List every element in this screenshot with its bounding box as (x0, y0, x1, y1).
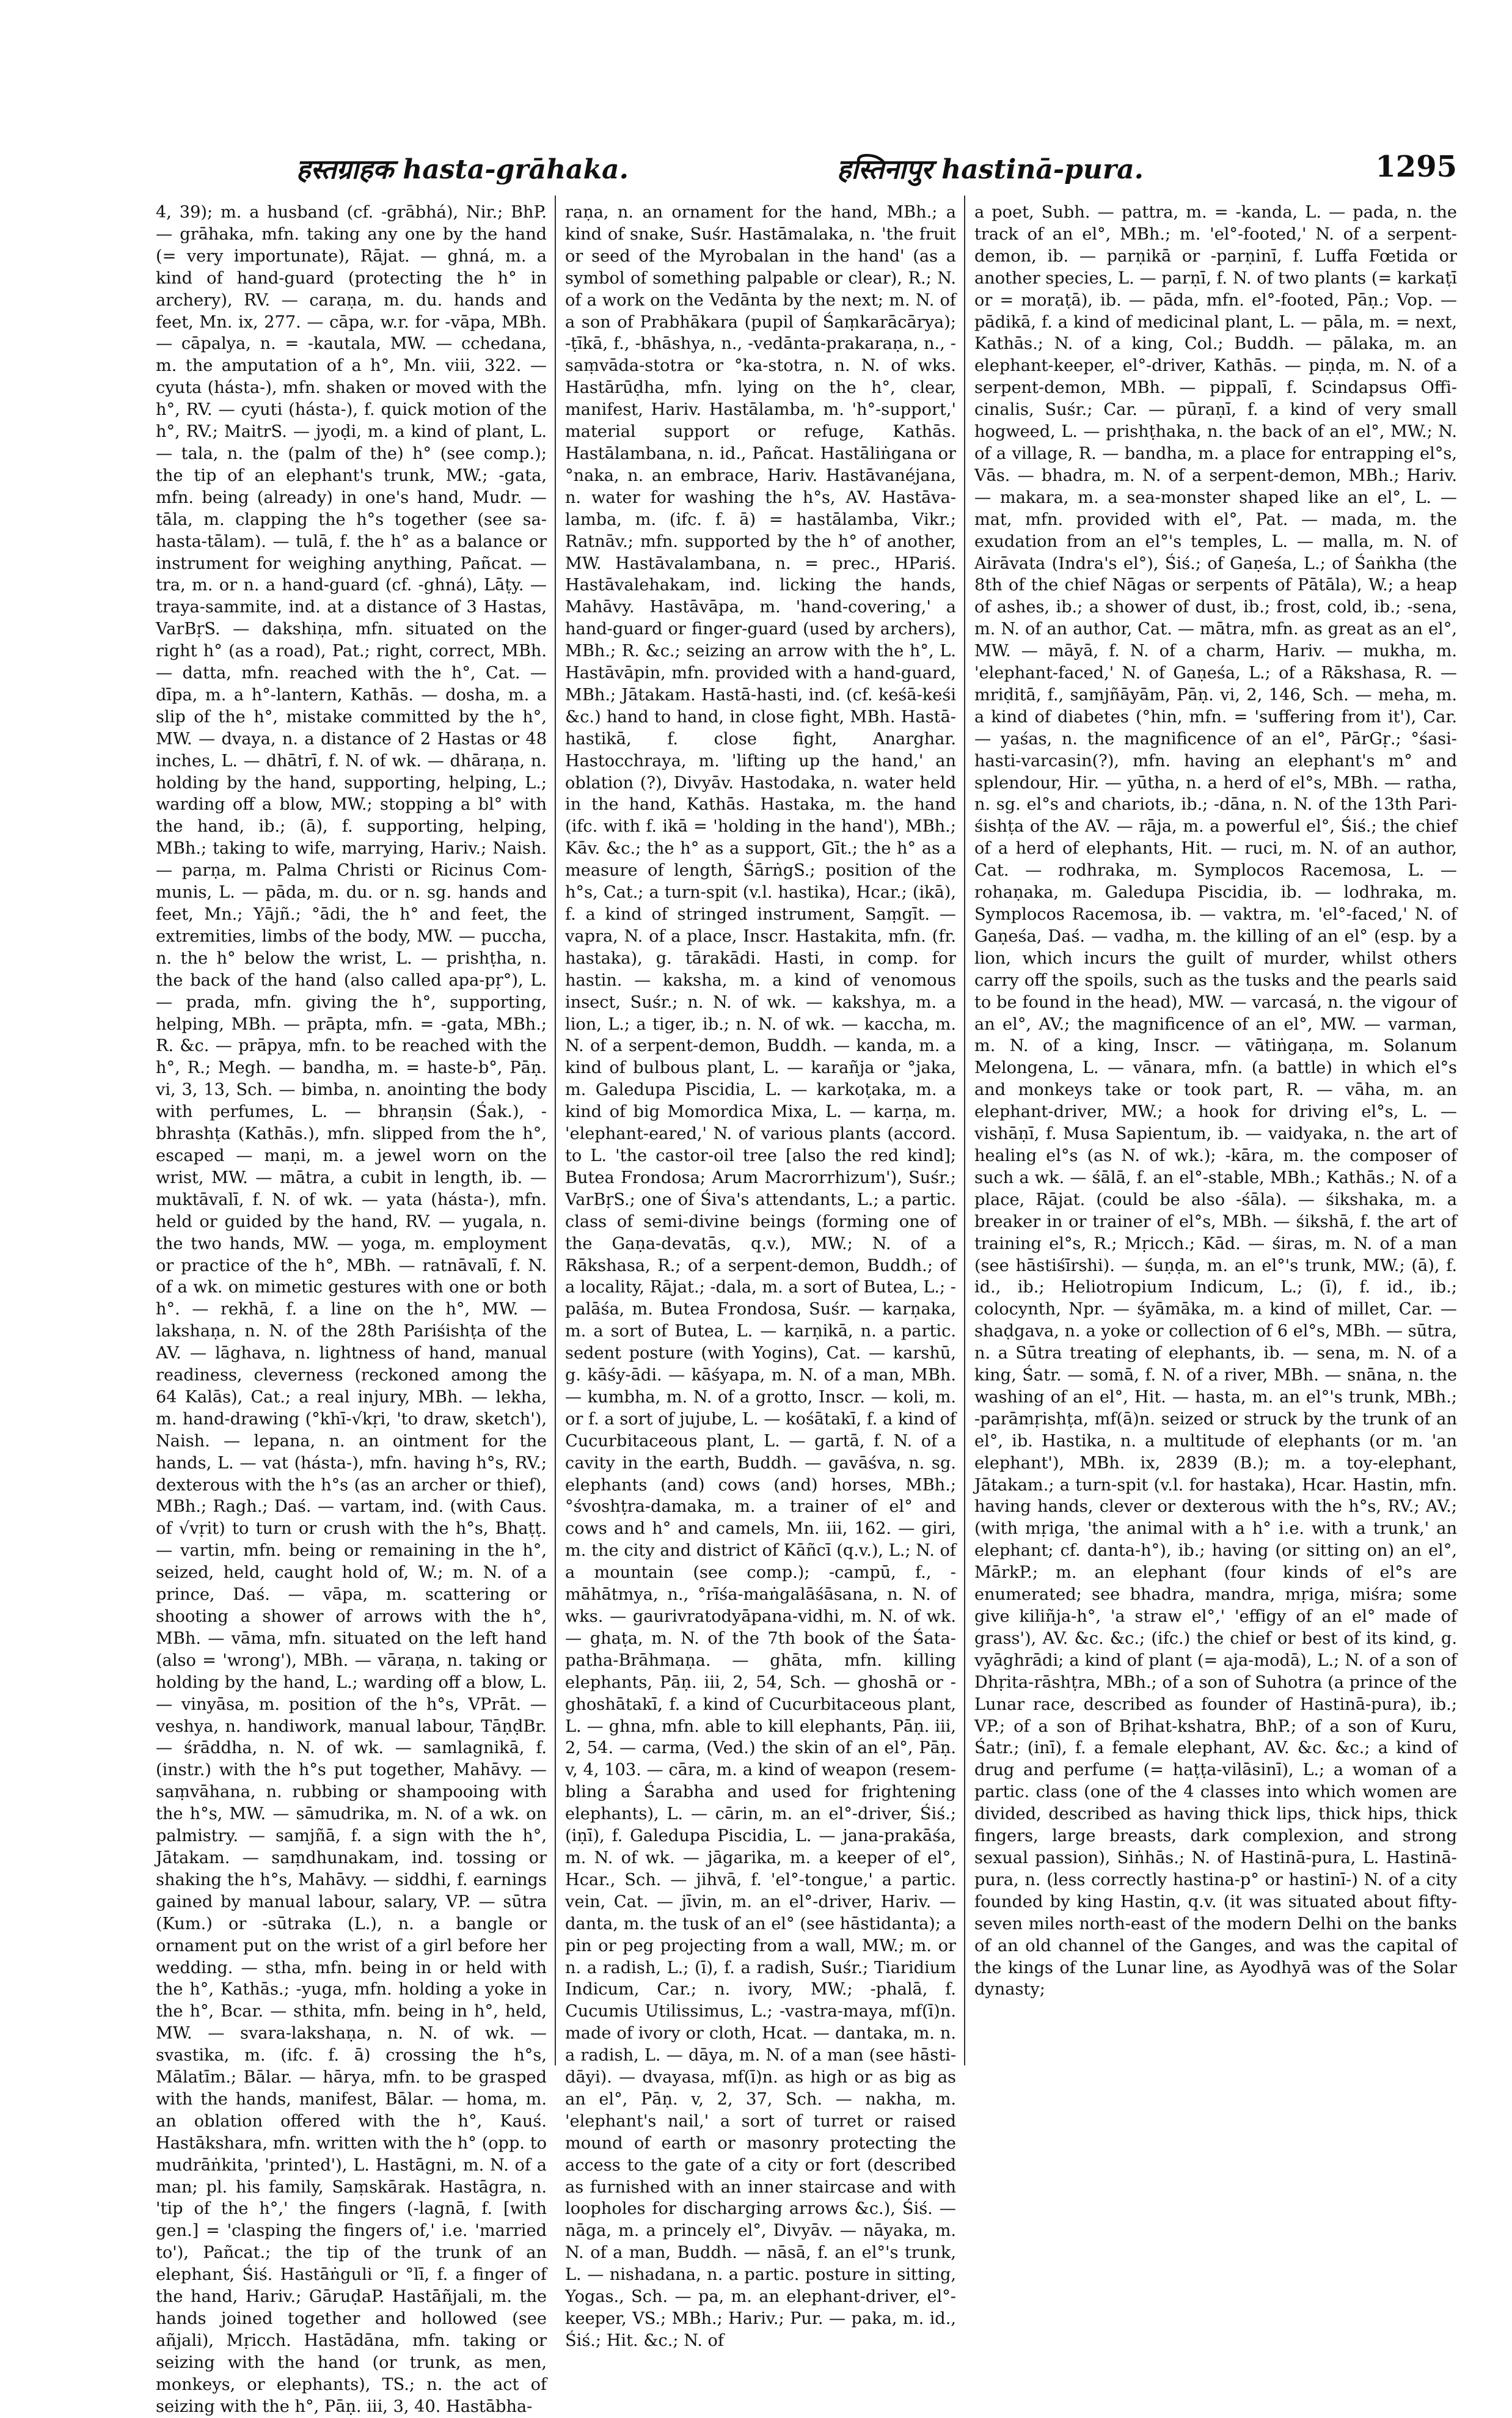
page-header (156, 150, 1457, 199)
column-1 (156, 202, 547, 2416)
column-2 (565, 202, 956, 2350)
column-divider-2 (964, 196, 965, 2065)
column-3-text: a poet, Subh. — pattra, m. = -kanda, L. — pada, n. the track of an el°, MBh.; m. 'el°-footed,' N. of a serpent-demon, ib. — parṇikā or -parṇinī, f. Luffa Fœtida or another species, L. — parṇī, f. N. of two plants (= karkaṭī or = moraṭā), ib. — pāda, mfn. el°-footed, Pāṇ.; Vop. — pādikā, f. a kind of medicinal plant, L. — pāla, m. = next, Kathās.; N. of a king, Col.; Buddh. — pālaka, m. an elephant-keeper, el°-driver, Kathās. — piṇḍa, m. N. of a serpent-demon, MBh. — pippalī, f. Scindapsus Officinalis, Suśr.; Car. — pūraṇī, f. a kind of very small hogweed, L. — prishṭhaka, n. the back of an el°, MW.; N. of a village, R. — bandha, m. a place for entrapping el°s, Vās. — bhadra, m. N. of a serpent-demon, MBh.; Hariv. — makara, m. a sea-monster shaped like an el°, L. — mat, mfn. provided with el°, Pat. — mada, m. the exudation from an el°'s temples, L. — malla, m. N. of Airāvata (Indra's el°), Śiś.; of Gaṇeśa, L.; of Śaṅkha (the 8th of the chief Nāgas or serpents of Pātāla), W.; a heap of ashes, ib.; a shower of dust, ib.; frost, cold, ib.; -sena, m. N. of an author, Cat. — mātra, mfn. as great as an el°, MW. — māyā, f. N. of a charm, Hariv. — mukha, m. 'elephant-faced,' N. of Gaṇeśa, L.; of a Rākshasa, R. — mriḍitā, f., samjñāyām, Pāṇ. vi, 2, 146, Sch. — meha, m. a kind of diabetes (°hin, mfn. = 'suffering from it'), Car. — yaśas, n. the magnificence of an el°, PārGṛ.; °śasi-hasti-varcasin(?), mfn. having an elephant's m° and splendour, Hir. — yūtha, n. a herd of el°s, MBh. — ratha, n. sg. el°s and chariots, ib.; -dāna, n. N. of the 13th Pariśishṭa of the AV. — rāja, m. a powerful el°, Śiś.; the chief of a herd of elephants, Hit. — ruci, m. N. of an author, Cat. — rodhraka, m. Symplocos Racemosa, L. — rohaṇaka, m. Galedupa Piscidia, ib. — lodhraka, m. Symplocos Racemosa, ib. — vaktra, m. 'el°-faced,' N. of Gaṇeśa, Daś. — vadha, m. the killing of an el° (esp. by a lion, which incurs the guilt of murder, whilst others carry off the spoils, such as the tusks and the pearls said to be found in the head), MW. — varcasá, n. the vigour of an el°, AV.; the magnificence of an el°, MW. — varman, m. N. of a king, Inscr. — vātiṅgaṇa, m. Solanum Melongena, L. — vānara, mfn. (a battle) in which el°s and monkeys take or took part, R. — vāha, m. an elephant-driver, MW.; a hook for driving el°s, L. — vishāṇī, f. Musa Sapientum, ib. — vaidyaka, n. the art of healing el°s (as N. of wk.); -kāra, m. the composer of such a wk. — śālā, f. an el°-stable, MBh.; Kathās.; N. of a place, Rājat. (could be also -śāla). — śikshaka, m. a breaker in or trainer of el°s, MBh. — śikshā, f. the art of training el°s, R.; Mṛicch.; Kād. — śiras, m. N. of a man (see hāstiśīrshi). — śuṇḍa, m. an el°'s trunk, MW.; (ā), f. id., ib.; Heliotropium Indicum, L.; (ī), f. id., ib.; colocynth, Npr. — śyāmāka, m. a kind of millet, Car. — shaḍgava, n. a yoke or collection of 6 el°s, MBh. — sūtra, n. a Sūtra treating of elephants, ib. — sena, m. N. of a king, Śatr. — somā, f. N. of a river, MBh. — snāna, n. the washing of an el°, Hit. — hasta, m. an el°'s trunk, MBh.; -parāmṛishṭa, mf(ā)n. seized or struck by the trunk of an el°, ib. Hastika, n. a multitude of elephants (or m. 'an elephant'), MBh. ix, 2839 (B.); m. a toy-elephant, Jātakam.; a turn-spit (v.l. for hastaka), Hcar. Hastin, mfn. having hands, clever or dexterous with the h°s, RV.; AV.; (with mṛiga, 'the animal with a h° i.e. with a trunk,' an elephant; cf. danta-h°), ib.; having (or sitting on) an el°, MārkP.; m. an elephant (four kinds of el°s are enumerated; see bhadra, mandra, mṛiga, miśra; some give kiliñja-h°, 'a straw el°,' 'effigy of an el° made of grass'), AV. &c. &c.; (ifc.) the chief or best of its kind, g. vyāghrādi; a kind of plant (= aja-modā), L.; N. of a son of Dhṛita-rāshṭra, MBh.; of a son of Suhotra (a prince of the Lunar race, described as founder of Hastinā-pura), ib.; VP.; of a son of Bṛihat-kshatra, BhP.; of a son of Kuru, Śatr.; (inī), f. a female elephant, AV. &c. &c.; a kind of drug and perfume (= haṭṭa-vilāsinī), L.; a woman of a partic. class (one of the 4 classes into which women are divided, described as having thick lips, thick hips, thick fingers, large breasts, dark complexion, and strong sexual passion), Siṅhās.; N. of Hastinā-pura, L. Hastinā-pura, n. (less correctly hastina-p° or hastinī-) N. of a city founded by king Hastin, q.v. (it was situated about fifty-seven miles north-east of the modern Delhi on the banks of an old channel of the Ganges, and was the capital of the kings of the Lunar line, as Ayodhyā was of the Solar dynasty; (974, 203, 1457, 1999)
left-running-head: हस्तग्राहक hasta-grāhaka. (296, 154, 629, 185)
column-3 (974, 202, 1457, 2047)
column-1-text: 4, 39); m. a husband (cf. -grābhá), Nir.; BhP. — grāhaka, mfn. taking any one by the hand (= very importunate), Rājat. — ghná, m. a kind of hand-guard (protecting the h° in archery), RV. — caraṇa, m. du. hands and feet, Mn. ix, 277. — cāpa, w.r. for -vāpa, MBh. — cāpalya, n. = -kautala, MW. — cchedana, m. the amputation of a h°, Mn. viii, 322. — cyuta (hásta-), mfn. shaken or moved with the h°, RV. — cyuti (hásta-), f. quick motion of the h°, RV.; MaitrS. — jyoḍi, m. a kind of plant, L. — tala, n. the (palm of the) h° (see comp.); the tip of an elephant's trunk, MW.; -gata, mfn. being (already) in one's hand, Mudr. — tāla, m. clapping the h°s together (see sa-hasta-tālam). — tulā, f. the h° as a balance or instrument for weighing anything, Pañcat. — tra, m. or n. a hand-guard (cf. -ghná), Lāṭy. — traya-sammite, ind. at a distance of 3 Hastas, VarBṛS. — dakshiṇa, mfn. situated on the right h° (as a road), Pat.; right, correct, MBh. — datta, mfn. reached with the h°, Cat. — dīpa, m. a h°-lantern, Kathās. — dosha, m. a slip of the h°, mistake committed by the h°, MW. — dvaya, n. a distance of 2 Hastas or 48 inches, L. — dhātrī, f. N. of wk. — dhāraṇa, n. holding by the hand, supporting, helping, L.; warding off a blow, MW.; stopping a bl° with the hand, ib.; (ā), f. supporting, helping, MBh.; taking to wife, marrying, Hariv.; Naish. — parṇa, m. Palma Christi or Ricinus Communis, L. — pāda, m. du. or n. sg. hands and feet, Mn.; Yājñ.; °ādi, the h° and feet, the extremities, limbs of the body, MW. — puccha, n. the h° below the wrist, L. — prishṭha, n. the back of the hand (also called apa-pṛ°), L. — prada, mfn. giving the h°, supporting, helping, MBh. — prāpta, mfn. = -gata, MBh.; R. &c. — prāpya, mfn. to be reached with the h°, R.; Megh. — bandha, m. = haste-b°, Pāṇ. vi, 3, 13, Sch. — bimba, n. anointing the body with perfumes, L. — bhraṇsin (Śak.), -bhrashṭa (Kathās.), mfn. slipped from the h°, escaped — maṇi, m. a jewel worn on the wrist, MW. — mātra, a cubit in length, ib. — muktāvalī, f. N. of wk. — yata (hásta-), mfn. held or guided by the hand, RV. — yugala, n. the two hands, MW. — yoga, m. employment or practice of the h°, MBh. — ratnāvalī, f. N. of a wk. on mimetic gestures with one or both h°. — rekhā, f. a line on the h°, MW. — lakshaṇa, n. N. of the 28th Pariśishṭa of the AV. — lāghava, n. lightness of hand, manual readiness, cleverness (reckoned among the 64 Kalās), Cat.; a real injury, MBh. — lekha, m. hand-drawing (°khī-√kṛi, 'to draw, sketch'), Naish. — lepana, n. an ointment for the hands, L. — vat (hásta-), mfn. having h°s, RV.; dexterous with the h°s (as an archer or thief), MBh.; Ragh.; Daś. — vartam, ind. (with Caus. of √vṛit) to turn or crush with the h°s, Bhaṭṭ. — vartin, mfn. being or remaining in the h°, seized, held, caught hold of, W.; m. N. of a prince, Daś. — vāpa, m. scattering or shooting a shower of arrows with the h°, MBh. — vāma, mfn. situated on the left hand (also = 'wrong'), MBh. — vāraṇa, n. taking or holding by the hand, L.; warding off a blow, L. — vinyāsa, m. position of the h°s, VPrāt. — veshya, n. handiwork, manual labour, TāṇḍBr. — śrāddha, n. N. of wk. — samlagnikā, f. (instr.) with the h°s put together, Mahāvy. — saṃvāhana, n. rubbing or shampooing with the h°s, MW. — sāmudrika, m. N. of a wk. on palmistry. — samjñā, f. a sign with the h°, Jātakam. — saṃdhunakam, ind. tossing or shaking the h°s, Mahāvy. — siddhi, f. earnings gained by manual labour, salary, VP. — sūtra (Kum.) or -sūtraka (L.), n. a bangle or ornament put on the wrist of a girl before her wedding. — stha, mfn. being in or held with the h°, Kathās.; -yuga, mfn. holding a yoke in the h°, Bcar. — sthita, mfn. being in h°, held, MW. — svara-lakshaṇa, n. N. of wk. — svastika, m. (ifc. f. ā) crossing the h°s, Mālatīm.; Bālar. — hārya, mfn. to be grasped with the hands, manifest, Bālar. — homa, m. an oblation offered with the h°, Kauś. Hastākshara, mfn. written with the h° (opp. to mudrāṅkita, 'printed'), L. Hastāgni, m. N. of a man; pl. his family, Saṃskārak. Hastāgra, n. 'tip of the h°,' the fingers (-lagnā, f. [with gen.] = 'clasping the fingers of,' i.e. 'married to'), Pañcat.; the tip of the trunk of an elephant, Śiś. Hastāṅguli or °lī, f. a finger of the hand, Hariv.; GāruḍaP. Hastāñjali, m. the hands joined together and hollowed (see añjali), Mṛicch. Hastādāna, mfn. taking or seizing with the hand (or trunk, as men, monkeys, or elephants), TS.; n. the act of seizing with the h°, Pāṇ. iii, 3, 40. Hastābha- (156, 203, 547, 2416)
column-divider-1 (555, 196, 556, 2065)
column-2-text: raṇa, n. an ornament for the hand, MBh.; a kind of snake, Suśr. Hastāmalaka, n. 'the fruit or seed of the Myrobalan in the hand' (as a symbol of something palpable or clear), R.; N. of a work on the Vedānta by the next; m. N. of a son of Prabhākara (pupil of Śaṃkarācārya); -ṭīkā, f., -bhāshya, n., -vedānta-prakaraṇa, n., -saṃvāda-stotra or °ka-stotra, n. N. of wks. Hastārūḍha, mfn. lying on the h°, clear, manifest, Hariv. Hastālamba, m. 'h°-support,' material support or refuge, Kathās. Hastālambana, n. id., Pañcat. Hastāliṅgana or °naka, n. an embrace, Hariv. Hastāvanéjana, n. water for washing the h°s, AV. Hastāvalamba, m. (ifc. f. ā) = hastālamba, Vikr.; Ratnāv.; mfn. supported by the h° of another, MW. Hastāvalambana, n. = prec., HPariś. Hastāvalehakam, ind. licking the hands, Mahāvy. Hastāvāpa, m. 'hand-covering,' a hand-guard or finger-guard (used by archers), MBh.; R. &c.; seizing an arrow with the h°, L. Hastāvāpin, mfn. provided with a hand-guard, MBh.; Jātakam. Hastā-hasti, ind. (cf. keśā-keśi &c.) hand to hand, in close fight, MBh. Hastā-hastikā, f. close fight, Anarghar. Hastocchraya, m. 'lifting up the hand,' an oblation (?), Divyāv. Hastodaka, n. water held in the hand, Kathās. Hastaka, m. the hand (ifc. with f. ikā = 'holding in the hand'), MBh.; Kāv. &c.; the h° as a support, Gīt.; the h° as a measure of length, ŚārṅgS.; position of the h°s, Cat.; a turn-spit (v.l. hastika), Hcar.; (ikā), f. a kind of stringed instrument, Saṃgīt. — vapra, N. of a place, Inscr. Hastakita, mfn. (fr. hastaka), g. tārakādi. Hasti, in comp. for hastin. — kaksha, m. a kind of venomous insect, Suśr.; n. N. of wk. — kakshya, m. a lion, L.; a tiger, ib.; n. N. of wk. — kaccha, m. N. of a serpent-demon, Buddh. — kanda, m. a kind of bulbous plant, L. — karañja or °jaka, m. Galedupa Piscidia, L. — karkoṭaka, m. a kind of big Momordica Mixa, L. — karṇa, m. 'elephant-eared,' N. of various plants (accord. to L. 'the castor-oil tree [also the red kind]; Butea Frondosa; Arum Macrorrhizum'), Suśr.; VarBṛS.; one of Śiva's attendants, L.; a partic. class of semi-divine beings (forming one of the Gaṇa-devatās, q.v.), MW.; N. of a Rākshasa, R.; of a serpent-demon, Buddh.; of a locality, Rājat.; -dala, m. a sort of Butea, L.; -palāśa, m. Butea Frondosa, Suśr. — karṇaka, m. a sort of Butea, L. — karṇikā, n. a partic. sedent posture (with Yogins), Cat. — karshū, g. kāśy-ādi. — kāśyapa, m. N. of a man, MBh. — kumbha, m. N. of a grotto, Inscr. — koli, m. or f. a sort of jujube, L. — kośātakī, f. a kind of Cucurbitaceous plant, L. — gartā, f. N. of a cavity in the earth, Buddh. — gavāśva, n. sg. elephants (and) cows (and) horses, MBh.; °śvoshṭra-damaka, m. a trainer of el° and cows and h° and camels, Mn. iii, 162. — giri, m. the city and district of Kāñcī (q.v.), L.; N. of a mountain (see comp.); -campū, f., -māhātmya, n., °rīśa-maṅgalāśāsana, n. N. of wks. — gaurivratodyāpana-vidhi, m. N. of wk. — ghaṭa, m. N. of the 7th book of the Śata-patha-Brāhmaṇa. — ghāta, mfn. killing elephants, Pāṇ. iii, 2, 54, Sch. — ghoshā or -ghoshātakī, f. a kind of Cucurbitaceous plant, L. — ghna, mfn. able to kill elephants, Pāṇ. iii, 2, 54. — carma, (Ved.) the skin of an el°, Pāṇ. v, 4, 103. — cāra, m. a kind of weapon (resembling a Śarabha and used for frightening elephants), L. — cārin, m. an el°-driver, Śiś.; (iṇī), f. Galedupa Piscidia, L. — jana-prakāśa, m. N. of wk. — jāgarika, m. a keeper of el°, Hcar., Sch. — jihvā, f. 'el°-tongue,' a partic. vein, Cat. — jīvin, m. an el°-driver, Hariv. — danta, m. the tusk of an el° (see hāstidanta); a pin or peg projecting from a wall, MW.; m. or n. a radish, L.; (ī), f. a radish, Suśr.; Tiaridium Indicum, Car.; n. ivory, MW.; -phalā, f. Cucumis Utilissimus, L.; -vastra-maya, mf(ī)n. made of ivory or cloth, Hcat. — dantaka, m. n. a radish, L. — dāya, m. N. of a man (see hāstidāyi). — dvayasa, mf(ī)n. as high or as big as an el°, Pāṇ. v, 2, 37, Sch. — nakha, m. 'elephant's nail,' a sort of turret or raised mound of earth or masonry protecting the access to the gate of a city or fort (described as furnished with an inner staircase and with loopholes for discharging arrows &c.), Śiś. — nāga, m. a princely el°, Divyāv. — nāyaka, m. N. of a man, Buddh. — nāsā, f. an el°'s trunk, L. — nishadana, n. a partic. posture in sitting, Yogas., Sch. — pa, m. an elephant-driver, el°-keeper, VS.; MBh.; Hariv.; Pur. — paka, m. id., Śiś.; Hit. &c.; N. of (565, 203, 956, 2350)
right-running-head: हस्तिनापुर hastinā-pura. (837, 154, 1144, 185)
page-number: 1295 (1375, 150, 1457, 184)
